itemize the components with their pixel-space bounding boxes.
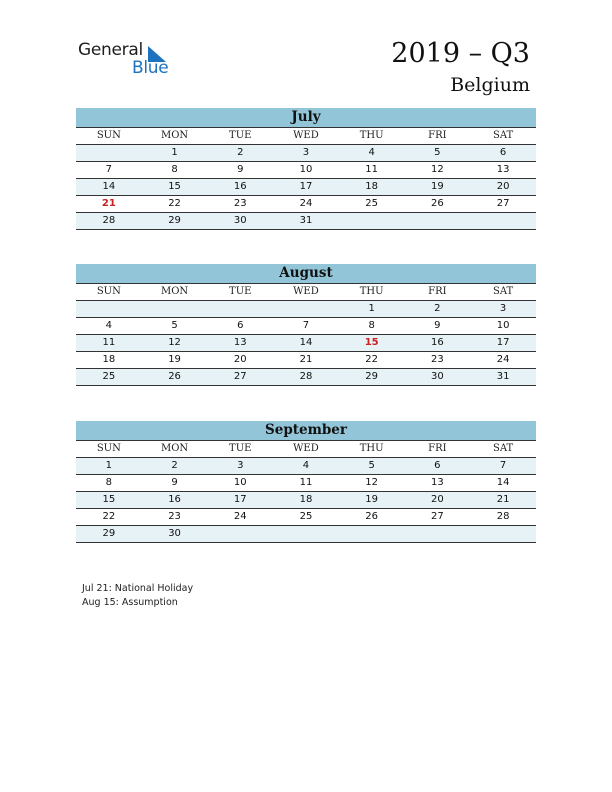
holiday-notes bbox=[82, 582, 193, 610]
day-cell: 12 bbox=[365, 477, 379, 488]
day-cell: 18 bbox=[365, 181, 379, 192]
day-cell: 1 bbox=[368, 303, 375, 314]
day-cell: 28 bbox=[496, 511, 510, 522]
holiday-note: Jul 21: National Holiday bbox=[82, 583, 194, 594]
weekday-label: SUN bbox=[96, 286, 121, 297]
day-cell bbox=[339, 213, 405, 229]
weekday-header-row bbox=[76, 441, 536, 458]
day-cell: 13 bbox=[431, 477, 444, 488]
day-cell: 10 bbox=[496, 320, 510, 331]
day-cell: 30 bbox=[233, 215, 247, 226]
day-cell: 24 bbox=[233, 511, 247, 522]
day-cell: 6 bbox=[237, 320, 244, 331]
day-cell: 29 bbox=[102, 528, 116, 539]
day-cell: 24 bbox=[496, 354, 510, 365]
day-cell: 12 bbox=[431, 164, 444, 175]
week-row bbox=[76, 301, 536, 318]
day-cell: 2 bbox=[171, 460, 178, 471]
day-cell: 1 bbox=[105, 460, 113, 471]
day-cell: 18 bbox=[299, 494, 313, 505]
day-cell: 26 bbox=[168, 371, 181, 382]
day-cell: 2 bbox=[434, 303, 441, 314]
day-cell: 8 bbox=[368, 320, 375, 331]
day-cell: 1 bbox=[171, 147, 178, 158]
day-cell: 16 bbox=[168, 494, 181, 505]
day-cell: 25 bbox=[102, 371, 116, 382]
day-cell: 15 bbox=[102, 494, 116, 505]
day-cell: 10 bbox=[233, 477, 247, 488]
day-cell: 23 bbox=[431, 354, 444, 365]
day-cell: 16 bbox=[431, 337, 444, 348]
day-cell: 27 bbox=[233, 371, 247, 382]
day-cell: 23 bbox=[168, 511, 181, 522]
day-cell bbox=[273, 526, 339, 542]
day-cell: 31 bbox=[496, 371, 510, 382]
day-cell bbox=[405, 526, 471, 542]
logo-text-general: General bbox=[78, 40, 143, 60]
day-cell: 2 bbox=[237, 147, 244, 158]
weekday-label: SAT bbox=[492, 286, 514, 297]
day-cell: 29 bbox=[168, 215, 181, 226]
month-calendar bbox=[76, 108, 536, 230]
day-cell bbox=[76, 301, 142, 317]
day-cell: 3 bbox=[237, 460, 244, 471]
day-cell: 12 bbox=[168, 337, 181, 348]
month-title: September bbox=[76, 421, 536, 441]
day-cell: 20 bbox=[431, 494, 444, 505]
day-cell: 28 bbox=[102, 215, 116, 226]
day-cell: 11 bbox=[365, 164, 379, 175]
weekday-label: SUN bbox=[96, 130, 121, 141]
day-cell: 16 bbox=[233, 181, 247, 192]
month-title: July bbox=[76, 108, 536, 128]
country-name: Belgium bbox=[450, 74, 530, 96]
weekday-label: FRI bbox=[428, 286, 447, 297]
day-cell: 4 bbox=[105, 320, 113, 331]
day-cell: 14 bbox=[496, 477, 510, 488]
day-cell: 17 bbox=[233, 494, 247, 505]
day-cell: 13 bbox=[496, 164, 510, 175]
weekday-label: TUE bbox=[229, 286, 252, 297]
week-row bbox=[76, 475, 536, 492]
day-cell: 8 bbox=[105, 477, 113, 488]
week-row bbox=[76, 318, 536, 335]
day-cell: 30 bbox=[168, 528, 181, 539]
month-title: August bbox=[76, 264, 536, 284]
day-cell: 22 bbox=[102, 511, 116, 522]
day-cell: 24 bbox=[299, 198, 313, 209]
weekday-label: WED bbox=[293, 130, 319, 141]
month-calendar bbox=[76, 421, 536, 543]
day-cell: 7 bbox=[105, 164, 113, 175]
week-row bbox=[76, 509, 536, 526]
day-cell: 7 bbox=[499, 460, 507, 471]
day-cell: 28 bbox=[299, 371, 313, 382]
week-row bbox=[76, 196, 536, 213]
day-cell: 5 bbox=[434, 147, 441, 158]
day-cell: 14 bbox=[299, 337, 313, 348]
weekday-label: THU bbox=[359, 286, 384, 297]
day-cell: 22 bbox=[365, 354, 379, 365]
weekday-label: SUN bbox=[96, 443, 121, 454]
day-cell: 11 bbox=[102, 337, 116, 348]
week-row bbox=[76, 352, 536, 369]
day-cell: 9 bbox=[237, 164, 244, 175]
day-cell: 22 bbox=[168, 198, 181, 209]
day-cell: 13 bbox=[233, 337, 247, 348]
week-row bbox=[76, 162, 536, 179]
weekday-label: SAT bbox=[492, 130, 514, 141]
day-cell bbox=[470, 526, 536, 542]
day-cell: 25 bbox=[299, 511, 313, 522]
day-cell: 21 bbox=[496, 494, 510, 505]
day-cell: 4 bbox=[368, 147, 375, 158]
week-row bbox=[76, 369, 536, 386]
day-cell: 3 bbox=[499, 303, 507, 314]
day-cell: 19 bbox=[365, 494, 379, 505]
day-cell: 4 bbox=[302, 460, 310, 471]
day-cell: 21 bbox=[299, 354, 313, 365]
week-row bbox=[76, 492, 536, 509]
holiday-day-cell: 15 bbox=[364, 337, 379, 348]
day-cell: 9 bbox=[171, 477, 178, 488]
day-cell bbox=[207, 301, 273, 317]
day-cell bbox=[470, 213, 536, 229]
day-cell bbox=[142, 301, 208, 317]
day-cell: 15 bbox=[168, 181, 181, 192]
weekday-header-row bbox=[76, 284, 536, 301]
day-cell: 14 bbox=[102, 181, 116, 192]
day-cell: 19 bbox=[431, 181, 444, 192]
day-cell: 20 bbox=[496, 181, 510, 192]
weekday-label: FRI bbox=[428, 443, 447, 454]
day-cell: 8 bbox=[171, 164, 178, 175]
day-cell: 26 bbox=[365, 511, 379, 522]
holiday-note: Aug 15: Assumption bbox=[82, 597, 178, 608]
day-cell bbox=[76, 145, 142, 161]
weekday-label: MON bbox=[160, 286, 189, 297]
weekday-label: TUE bbox=[229, 443, 252, 454]
weekday-label: THU bbox=[359, 443, 384, 454]
weekday-label: WED bbox=[293, 286, 319, 297]
month-calendar bbox=[76, 264, 536, 386]
day-cell: 27 bbox=[431, 511, 444, 522]
day-cell bbox=[339, 526, 405, 542]
day-cell: 5 bbox=[171, 320, 178, 331]
weekday-label: FRI bbox=[428, 130, 447, 141]
weekday-label: SAT bbox=[492, 443, 514, 454]
day-cell: 30 bbox=[431, 371, 444, 382]
weekday-label: THU bbox=[359, 130, 384, 141]
weekday-label: WED bbox=[293, 443, 319, 454]
day-cell: 20 bbox=[233, 354, 247, 365]
day-cell: 27 bbox=[496, 198, 510, 209]
day-cell: 9 bbox=[434, 320, 441, 331]
day-cell bbox=[273, 301, 339, 317]
day-cell bbox=[207, 526, 273, 542]
weekday-header-row bbox=[76, 128, 536, 145]
week-row bbox=[76, 145, 536, 162]
day-cell: 3 bbox=[302, 147, 310, 158]
weekday-label: TUE bbox=[229, 130, 252, 141]
day-cell: 26 bbox=[431, 198, 444, 209]
day-cell: 10 bbox=[299, 164, 313, 175]
day-cell: 6 bbox=[499, 147, 507, 158]
day-cell: 29 bbox=[365, 371, 379, 382]
weekday-label: MON bbox=[160, 130, 189, 141]
day-cell: 31 bbox=[299, 215, 313, 226]
day-cell: 5 bbox=[368, 460, 375, 471]
holiday-day-cell: 21 bbox=[101, 198, 116, 209]
logo-text-blue: Blue bbox=[132, 58, 169, 78]
week-row bbox=[76, 526, 536, 543]
day-cell: 17 bbox=[496, 337, 510, 348]
week-row bbox=[76, 179, 536, 196]
day-cell bbox=[405, 213, 471, 229]
day-cell: 25 bbox=[365, 198, 379, 209]
day-cell: 11 bbox=[299, 477, 313, 488]
day-cell: 7 bbox=[302, 320, 310, 331]
week-row bbox=[76, 335, 536, 352]
day-cell: 18 bbox=[102, 354, 116, 365]
page-title: 2019 – Q3 bbox=[391, 38, 530, 69]
weekday-label: MON bbox=[160, 443, 189, 454]
week-row bbox=[76, 213, 536, 230]
week-row bbox=[76, 458, 536, 475]
day-cell: 23 bbox=[233, 198, 247, 209]
day-cell: 17 bbox=[299, 181, 313, 192]
day-cell: 6 bbox=[434, 460, 441, 471]
day-cell: 19 bbox=[168, 354, 181, 365]
